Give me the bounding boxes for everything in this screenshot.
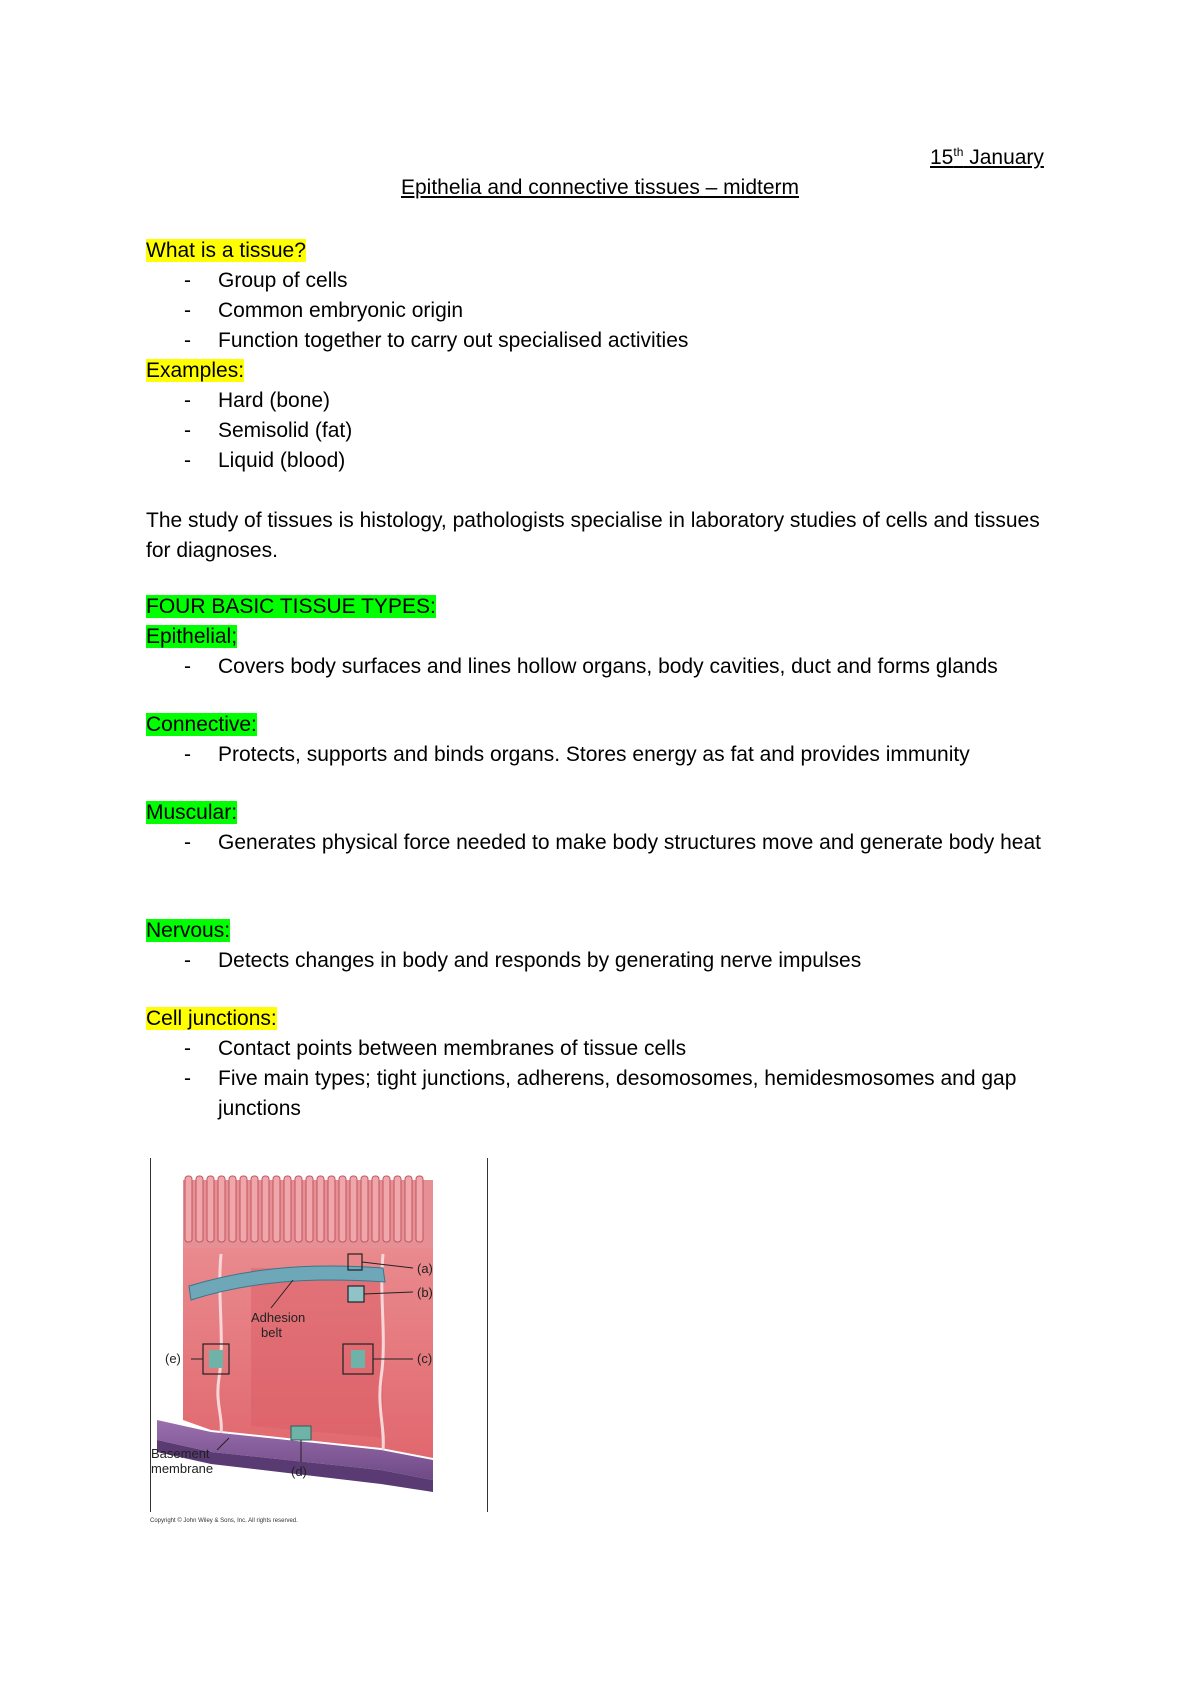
epithelial-label: Epithelial;	[146, 625, 238, 648]
label-adhesion-belt-2: belt	[261, 1325, 282, 1340]
label-basement-2: membrane	[151, 1461, 214, 1476]
what-is-tissue-heading: What is a tissue?	[146, 239, 306, 262]
label-adhesion-belt-1: Adhesion	[251, 1310, 306, 1325]
cell-junction-figure	[150, 1158, 488, 1512]
connective-label: Connective:	[146, 713, 257, 736]
cell-junctions-heading: Cell junctions:	[146, 1007, 277, 1030]
date: 15th January	[930, 145, 1044, 169]
histology-paragraph: The study of tissues is histology, pathologists specialise in laboratory studies of cells and tissues for diagnoses.	[146, 509, 1040, 562]
label-basement-1: Basement	[151, 1446, 210, 1461]
microvilli	[183, 1176, 433, 1250]
label-d: (d)	[291, 1464, 307, 1479]
four-types-heading: FOUR BASIC TISSUE TYPES:	[146, 595, 436, 618]
label-e: (e)	[165, 1351, 181, 1366]
label-b: (b)	[417, 1285, 433, 1300]
nervous-label: Nervous:	[146, 919, 231, 942]
document-title: Epithelia and connective tissues – midterm	[400, 176, 800, 199]
figure-copyright: Copyright © John Wiley & Sons, Inc. All rights reserved.	[150, 1518, 298, 1524]
muscular-label: Muscular:	[146, 801, 238, 824]
label-a: (a)	[417, 1261, 433, 1276]
document-page: 15th January Epithelia and connective tissues – midterm What is a tissue? - Group of cells - Common embryonic origin - Function together to carry out specialised activities Examples: - Hard (bone) - Semisolid (fat) - Liquid (blood) The study of tissues is histology, pathologists specialise in laboratory studies of cells and tissues for diagnoses. FOUR BASIC TISSUE TYPES: Epithelial; - Covers body surfaces and lines hollow organs, body cavities, duct and forms glands Connective: - Protects, supports and binds organs. Stores energy as fat and provides immunity Muscular: - Generates physical force needed to make body structures move and generate body heat Nervous: - Detects changes in body and responds by generating nerve impulses Cell junctions: - Contact points between membranes of tissue cells - Five main types; tight junctions, adherens, desomosomes, hemidesmosomes and gap junctions (a) (b) (c) (d) (e) Adhesion belt Basement membrane Copyright © John Wiley & Sons, Inc. All rights reserved.	[0, 0, 1200, 1698]
cell-junction-diagram	[151, 1158, 487, 1512]
label-c: (c)	[417, 1351, 433, 1366]
examples-heading: Examples:	[146, 359, 245, 382]
